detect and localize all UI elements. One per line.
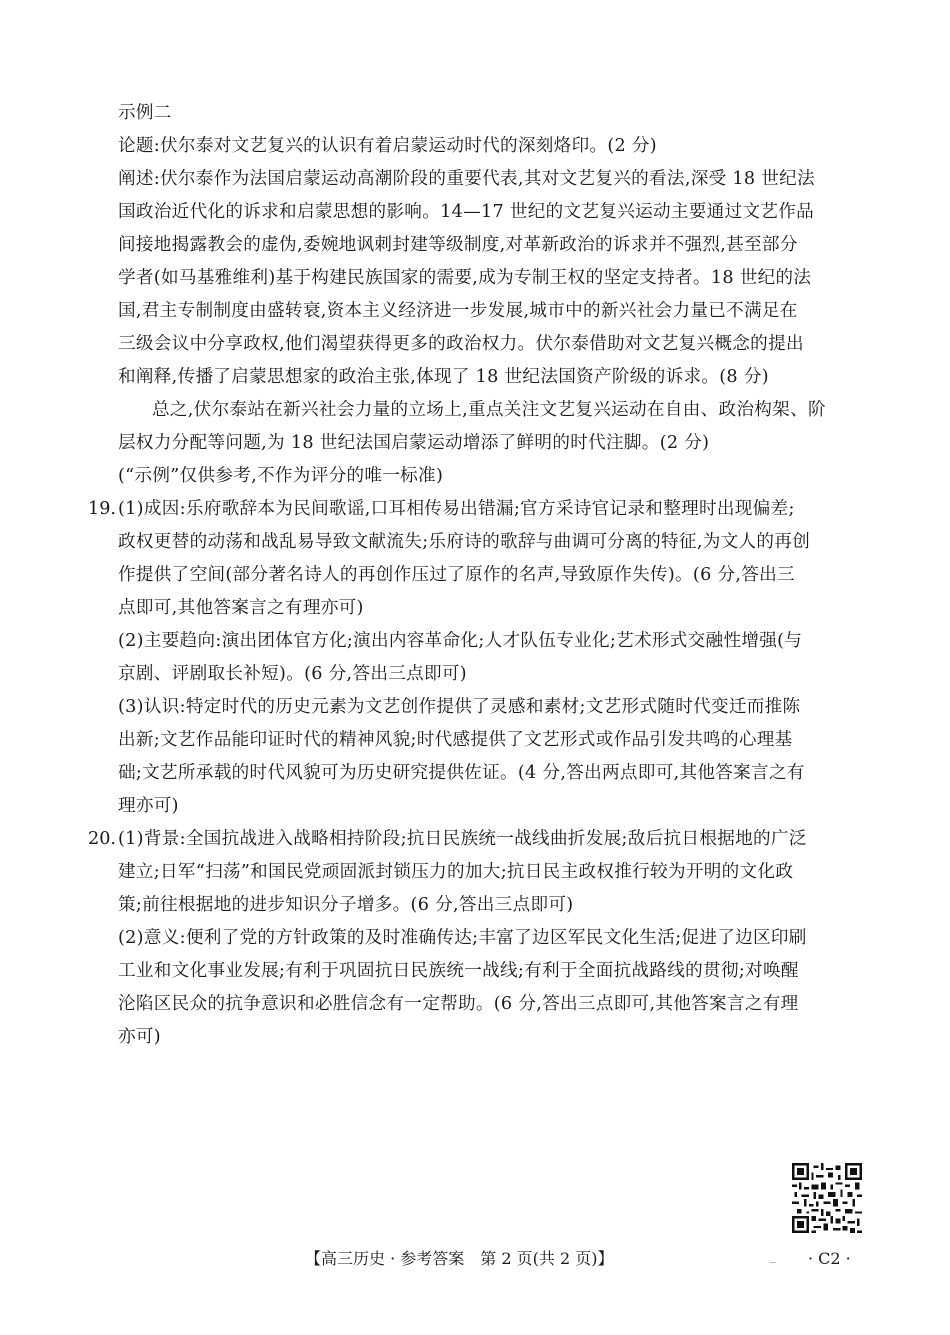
footer-page-info: 【高三历史 · 参考答案 第 2 页(共 2 页)】 bbox=[305, 1249, 614, 1268]
text-line: 理亦可) bbox=[118, 796, 179, 816]
text-line: 三级会议中分享政权,他们渴望获得更多的政治权力。伏尔泰借助对文艺复兴概念的提出 bbox=[118, 334, 804, 354]
footer-code: · C2 · bbox=[808, 1249, 851, 1268]
text-line: 出新;文艺作品能印证时代的精神风貌;时代感提供了文艺形式或作品引发共鸣的心理基 bbox=[118, 730, 793, 750]
text-line: 政权更替的动荡和战乱易导致文献流失;乐府诗的歌辞与曲调可分离的特征,为文人的再创 bbox=[118, 532, 811, 552]
example2-heading: 示例二 bbox=[118, 103, 172, 123]
text-line: 阐述:伏尔泰作为法国启蒙运动高潮阶段的重要代表,其对文艺复兴的看法,深受 18 世纪法 bbox=[118, 169, 815, 189]
text-line: (2)主要趋向:演出团体官方化;演出内容革命化;人才队伍专业化;艺术形式交融性增强(与 bbox=[118, 631, 803, 651]
text-line: 和阐释,传播了启蒙思想家的政治主张,体现了 18 世纪法国资产阶级的诉求。(8 分) bbox=[118, 367, 769, 387]
text-line: 间接地揭露教会的虚伪,委婉地讽刺封建等级制度,对革新政治的诉求并不强烈,甚至部分 bbox=[118, 235, 798, 255]
text-line: (1)成因:乐府歌辞本为民间歌谣,口耳相传易出错漏;官方采诗官记录和整理时出现偏差; bbox=[118, 499, 795, 519]
text-line: 学者(如马基雅维利)基于构建民族国家的需要,成为专制王权的坚定支持者。18 世纪的法 bbox=[118, 268, 812, 288]
text-line: 作提供了空间(部分著名诗人的再创作压过了原作的名声,导致原作失传)。(6 分,答出三 bbox=[118, 565, 795, 585]
text-line: 层权力分配等问题,为 18 世纪法国启蒙运动增添了鲜明的时代注脚。(2 分) bbox=[118, 433, 710, 453]
text-line: 京剧、评剧取长补短)。(6 分,答出三点即可) bbox=[118, 664, 467, 684]
summary-line: 总之,伏尔泰站在新兴社会力量的立场上,重点关注文艺复兴运动在自由、政治构架、阶 bbox=[152, 400, 826, 420]
text-line: 国政治近代化的诉求和启蒙思想的影响。14—17 世纪的文艺复兴运动主要通过文艺作品 bbox=[118, 202, 815, 222]
qr-code-icon bbox=[792, 1163, 862, 1233]
example2-topic: 论题:伏尔泰对文艺复兴的认识有着启蒙运动时代的深刻烙印。(2 分) bbox=[118, 136, 657, 156]
note-line: (“示例”仅供参考,不作为评分的唯一标准) bbox=[118, 466, 444, 486]
question-number-19: 19. bbox=[88, 499, 116, 519]
divider bbox=[770, 1262, 776, 1263]
text-line: 建立;日军“扫荡”和国民党顽固派封锁压力的加大;抗日民主政权推行较为开明的文化政 bbox=[118, 862, 794, 882]
text-line: 点即可,其他答案言之有理亦可) bbox=[118, 598, 364, 618]
text-line: 策;前往根据地的进步知识分子增多。(6 分,答出三点即可) bbox=[118, 895, 574, 915]
text-line: (3)认识:特定时代的历史元素为文艺创作提供了灵感和素材;文艺形式随时代变迁而推陈 bbox=[118, 697, 801, 717]
text-line: 沦陷区民众的抗争意识和必胜信念有一定帮助。(6 分,答出三点即可,其他答案言之有理 bbox=[118, 994, 799, 1014]
text-line: 础;文艺所承载的时代风貌可为历史研究提供佐证。(4 分,答出两点即可,其他答案言之有 bbox=[118, 763, 805, 783]
text-line: 工业和文化事业发展;有利于巩固抗日民族统一战线;有利于全面抗战路线的贯彻;对唤醒 bbox=[118, 961, 799, 981]
question-number-20: 20. bbox=[88, 829, 116, 849]
text-line: (2)意义:便利了党的方针政策的及时准确传达;丰富了边区军民文化生活;促进了边区印刷 bbox=[118, 928, 807, 948]
text-line: 国,君主专制制度由盛转衰,资本主义经济进一步发展,城市中的新兴社会力量已不满足在 bbox=[118, 301, 798, 321]
text-line: (1)背景:全国抗战进入战略相持阶段;抗日民族统一战线曲折发展;敌后抗日根据地的广泛 bbox=[118, 829, 807, 849]
text-line: 亦可) bbox=[118, 1027, 161, 1047]
